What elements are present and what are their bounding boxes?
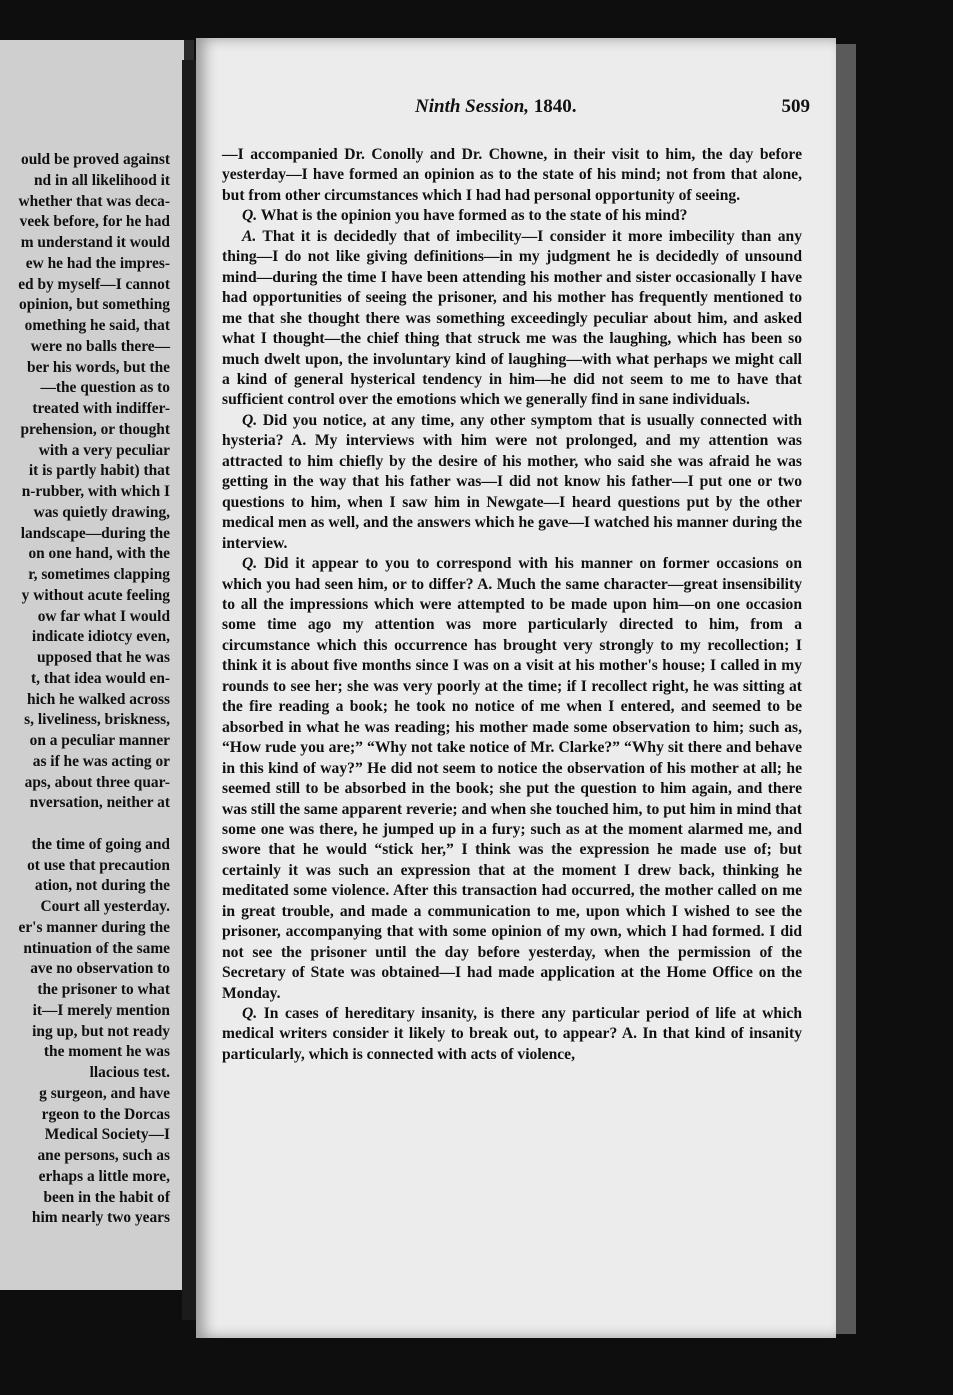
left-page-line: ow far what I would bbox=[37, 607, 170, 625]
left-page-line: treated with indiffer- bbox=[32, 400, 170, 417]
speaker-marker: Q. bbox=[242, 555, 258, 573]
left-page-line: been in the habit of bbox=[43, 1188, 170, 1206]
left-page-line: s, liveliness, briskness, bbox=[24, 711, 170, 729]
left-page-line: on a peculiar manner bbox=[29, 732, 170, 749]
left-page-line: ould be proved against bbox=[21, 151, 170, 168]
left-page-line: it is partly habit) that bbox=[28, 462, 170, 480]
left-page-line: er's manner during the bbox=[18, 918, 170, 936]
left-page-line: prehension, or thought bbox=[20, 420, 170, 438]
left-page-line: the moment he was bbox=[43, 1043, 170, 1061]
left-page-line: aps, about three quar- bbox=[24, 773, 170, 791]
left-page-line: were no balls there— bbox=[30, 337, 170, 355]
running-year: 1840. bbox=[533, 96, 577, 117]
paragraph bbox=[222, 1004, 802, 1065]
left-page-line: llacious test. bbox=[89, 1064, 170, 1081]
left-page-line: m understand it would bbox=[20, 234, 170, 251]
left-page-line: omething he said, that bbox=[24, 317, 170, 334]
paragraph bbox=[222, 554, 802, 1004]
left-page-line: n-rubber, with which I bbox=[21, 483, 170, 500]
speaker-marker: Q. bbox=[242, 1005, 258, 1023]
left-page-line: it—I merely mention bbox=[32, 1001, 170, 1019]
left-page-line: the prisoner to what bbox=[37, 981, 170, 998]
speaker-marker: Q. bbox=[242, 207, 258, 225]
left-page-line: g surgeon, and have bbox=[39, 1084, 170, 1102]
left-page-line: ntinuation of the same bbox=[23, 939, 170, 957]
paragraph bbox=[222, 227, 802, 411]
left-page-line: ew he had the impres- bbox=[25, 254, 170, 272]
left-page-line: nversation, neither at bbox=[29, 794, 170, 812]
running-title bbox=[415, 96, 577, 118]
paragraph bbox=[222, 206, 802, 226]
left-page-line: —the question as to bbox=[40, 379, 170, 397]
left-page-line: on one hand, with the bbox=[28, 545, 170, 563]
paragraph-text: Did you notice, at any time, any other symptom that is usually connected with hysteria? A. My interviews with him were not prolonged, and my attention was attracted to him chiefly by the desire of his mother, who said she was afraid he was getting in the way that his father was—I did not know his father—I put one or two questions to him, when I saw him in Newgate—I heard questions put by the other medical men as well, and the answers which he gave—I watched his manner during the interview. bbox=[222, 411, 802, 552]
speaker-marker: A. bbox=[242, 227, 257, 245]
running-title-text: Ninth Session, bbox=[415, 96, 530, 117]
page-number: 509 bbox=[781, 96, 810, 117]
paragraph bbox=[222, 411, 802, 554]
left-page-line: as if he was acting or bbox=[32, 752, 170, 770]
paragraph bbox=[222, 145, 802, 206]
left-page-line: rgeon to the Dorcas bbox=[41, 1105, 170, 1123]
left-page-line: erhaps a little more, bbox=[38, 1167, 170, 1185]
left-page-line: y without acute feeling bbox=[21, 586, 170, 604]
paragraph-text: That it is decidedly that of imbecility—I consider it more imbecility than any thing—I do not like giving definitions—in my judgment he is decidedly of unsound mind—during the time I have been attending his mother and sister occasionally I have had opportunities of seeing the prisoner, and his mother has frequently mentioned to me that she thought there was something exceedingly peculiar about him, and asked what I thought—the chief thing that struck me was the laughing, which has been so much dwelt upon, the involuntary kind of laughing—with what perhaps we might call a kind of general hysterical tendency in him—he did not seem to me to have that sufficient control over the emotions which we generally find in sane individuals. bbox=[222, 227, 802, 409]
left-page bbox=[0, 40, 194, 1290]
left-page-line: indicate idiotcy even, bbox=[31, 628, 170, 646]
left-page-line: ane persons, such as bbox=[37, 1147, 170, 1164]
paragraph-text: What is the opinion you have formed as to the state of his mind? bbox=[257, 207, 688, 225]
left-page-line: nd in all likelihood it bbox=[34, 171, 170, 189]
left-page-line: opinion, but something bbox=[19, 296, 170, 314]
left-page-line: ot use that precaution bbox=[27, 856, 170, 874]
left-page-line: ed by myself—I cannot bbox=[18, 275, 170, 293]
page-edge bbox=[836, 44, 856, 1334]
left-page-line: whether that was deca- bbox=[18, 192, 170, 210]
left-page-line: ing up, but not ready bbox=[32, 1022, 170, 1040]
page-header bbox=[210, 96, 810, 126]
paragraph-text: —I accompanied Dr. Conolly and Dr. Chowne, in their visit to him, the day before yesterday—I have formed an opinion as to the state of his mind; not from that alone, but from other circumstances which I had had personal opportunity of seeing. bbox=[222, 146, 802, 204]
left-page-line: veek before, for he had bbox=[19, 213, 170, 231]
left-page-line: him nearly two years bbox=[31, 1209, 170, 1227]
left-page-line: was quietly drawing, bbox=[33, 503, 170, 521]
body-text bbox=[222, 145, 802, 1065]
left-page-line: with a very peculiar bbox=[38, 441, 170, 459]
left-page-line: ave no observation to bbox=[30, 960, 170, 978]
left-page-line: ber his words, but the bbox=[27, 358, 170, 376]
left-page-line: hich he walked across bbox=[27, 690, 170, 708]
left-page-line: ation, not during the bbox=[34, 877, 170, 895]
paragraph-text: In cases of hereditary insanity, is there any particular period of life at which medical writers consider it likely to break out, to appear? A. In that kind of insanity particularly, which is connected with acts of violence, bbox=[222, 1005, 802, 1063]
left-page-line: the time of going and bbox=[31, 835, 170, 853]
left-page-line: landscape—during the bbox=[20, 524, 170, 542]
left-page-line: Medical Society—I bbox=[44, 1126, 170, 1144]
left-page-line: t, that idea would en- bbox=[31, 669, 170, 687]
left-page-line bbox=[0, 814, 170, 835]
paragraph-text: Did it appear to you to correspond with his manner on former occasions on which you had seen him, or to differ? A. Much the same character—great insensibility to all the impressions which were attempted to be made upon him—on one occasion some time ago my attention was more particularly directed to him, from a circumstance which this occurrence has brought very strongly to my recollection; I think it is about five months since I was on a visit at his mother's house; I called in my rounds to see her; she was very poorly at the time; if I recollect right, he was sitting at the fire reading a book; he took no notice of me when I entered, and seemed to be absorbed in what he was reading; his mother made some observation to him; such as, “How rude you are;” “Why not take notice of Mr. Clarke?” “Why sit there and behave in this kind of way?” He did not seem to notice the observation of his mother at all; he seemed still to be absorbed in the book; she put the question to him again, and there was still the same apparent reverie; and when she touched him, to put him in mind that some one was there, he jumped up in a fury; such as at the moment alarmed me, and swore that he would “stick her,” I think was the expression he made use of; but certainly it was such an expression that at the moment I drew back, thinking he meditated some violence. After this transaction had occurred, the mother called on me in great trouble, and made a communication to me, upon which I wished to see the prisoner, accompanying that with some opinion of my own, which I had formed. I did not see the prisoner until the day before yesterday, when the permission of the Secretary of State was obtained—I had made application at the Home Office on the Monday. bbox=[222, 555, 802, 1002]
left-page-line: upposed that he was bbox=[37, 649, 170, 666]
left-page-line: Court all yesterday. bbox=[40, 898, 170, 915]
left-page-text bbox=[0, 150, 170, 1229]
speaker-marker: Q. bbox=[242, 411, 258, 429]
left-page-line: r, sometimes clapping bbox=[28, 566, 170, 583]
